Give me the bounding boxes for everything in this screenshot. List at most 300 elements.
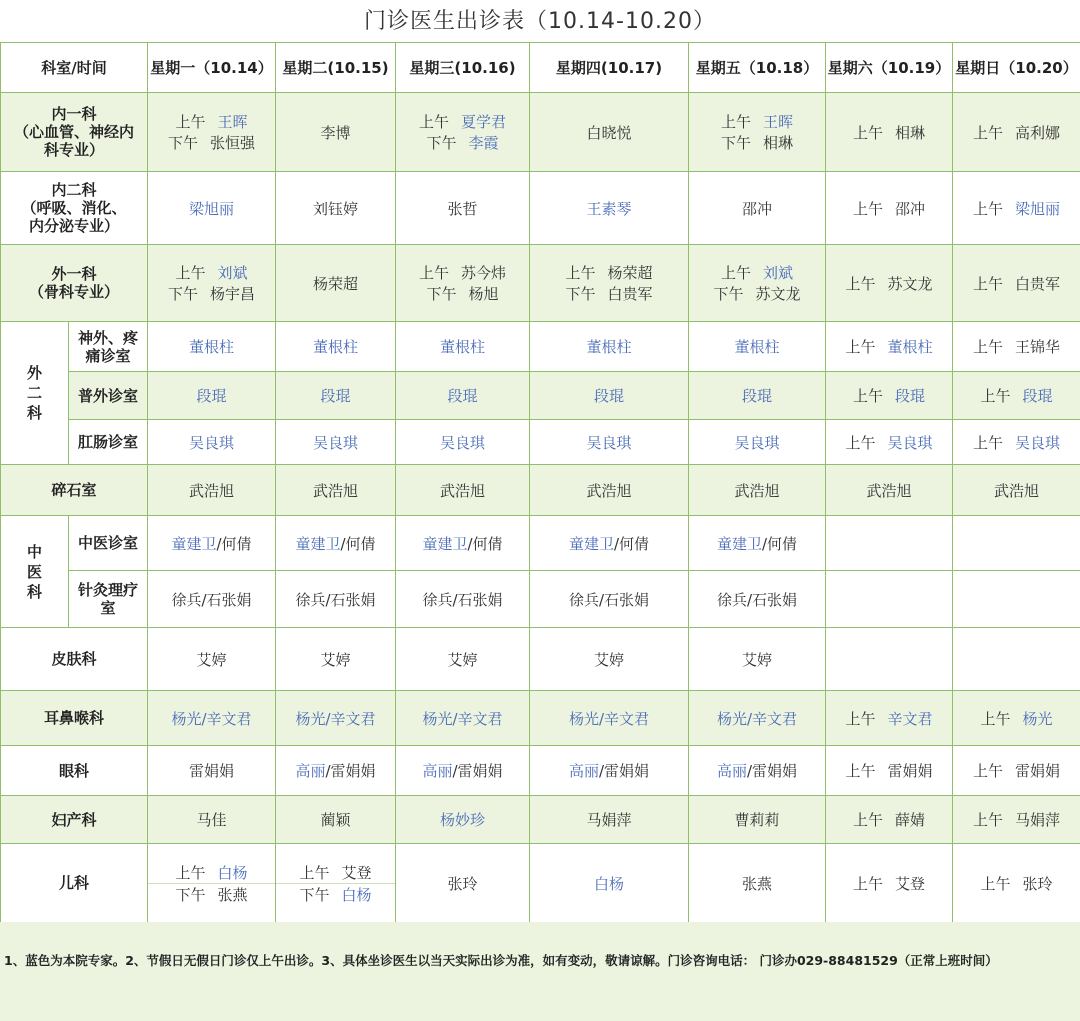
am-label: 上午 <box>845 709 876 728</box>
schedule-cell <box>826 372 953 420</box>
am-label: 上午 <box>973 199 1004 218</box>
schedule-cell <box>396 844 530 923</box>
doctor-name: 吴良琪 <box>189 433 235 452</box>
schedule-cell <box>276 372 396 420</box>
row-neike2 <box>1 172 1080 245</box>
doctor-name: 刘斌 <box>217 264 248 282</box>
pm-row <box>396 132 529 153</box>
schedule-cell <box>276 571 396 628</box>
doctor-name: 武浩旭 <box>313 481 359 500</box>
dept-erbi <box>1 691 148 746</box>
dept-neike2 <box>1 172 148 245</box>
dept-er <box>1 844 148 923</box>
dept-shenwai <box>69 322 148 372</box>
dept-yan <box>1 746 148 796</box>
dept-neike1 <box>1 93 148 172</box>
schedule-cell <box>148 172 276 245</box>
doctor-name: 杨光/辛文君 <box>171 709 252 728</box>
pm-label: 下午 <box>426 134 457 152</box>
doctor-name: 辛文君 <box>887 709 933 728</box>
doctor-name: 曹莉莉 <box>734 811 780 829</box>
schedule-cell <box>953 372 1080 420</box>
doctor-name: 艾登 <box>895 874 926 893</box>
dept-label-shenwai: 神外、疼 痛诊室 <box>78 328 139 365</box>
doctor-name: 邵冲 <box>895 199 926 218</box>
am-row <box>396 111 529 132</box>
schedule-cell <box>276 691 396 746</box>
schedule-cell <box>689 420 826 465</box>
am-label: 上午 <box>980 709 1011 728</box>
doctor-name: 徐兵/石张娟 <box>422 590 503 609</box>
schedule-cell <box>148 571 276 628</box>
schedule-cell <box>689 322 826 372</box>
schedule-cell <box>530 172 689 245</box>
pm-row <box>689 132 825 153</box>
am-label: 上午 <box>845 274 876 293</box>
doctor-name: 马佳 <box>196 811 227 829</box>
schedule-cell <box>396 372 530 420</box>
doctor-name: 武浩旭 <box>440 481 486 500</box>
doctor-name: 白杨 <box>217 863 248 882</box>
schedule-cell <box>530 245 689 322</box>
doctor-name: 杨妙珍 <box>440 811 486 829</box>
schedule-cell <box>530 571 689 628</box>
doctor-name: 段琨 <box>320 387 351 405</box>
am-row <box>148 862 275 883</box>
day-label: 星期日（10.20） <box>955 59 1078 77</box>
doctor-name: 董根柱 <box>586 338 632 356</box>
row-zhenjiu <box>1 571 1080 628</box>
pm-label: 下午 <box>713 285 744 303</box>
doctor-name: 苏文龙 <box>887 274 933 293</box>
schedule-cell <box>530 691 689 746</box>
corner-label: 科室/时间 <box>41 59 107 77</box>
am-pm-split <box>689 262 825 304</box>
doctor-name: 白贵军 <box>607 285 653 303</box>
doctor-name: 何倩 <box>619 534 650 553</box>
dept-label-er: 儿科 <box>59 874 90 892</box>
doctor-name: 何倩 <box>345 534 376 553</box>
am-row <box>689 111 825 132</box>
pm-row <box>276 883 395 905</box>
doctor-name: 雷娟娟 <box>752 762 798 780</box>
dept-fuchan <box>1 796 148 844</box>
schedule-cell <box>148 844 276 923</box>
am-label: 上午 <box>973 274 1004 293</box>
am-row <box>276 862 395 883</box>
pm-label: 下午 <box>299 885 330 904</box>
am-label: 上午 <box>299 863 330 882</box>
row-puwai <box>1 372 1080 420</box>
doctor-name: 段琨 <box>447 387 478 405</box>
schedule-cell <box>530 628 689 691</box>
am-row <box>148 262 275 283</box>
doctor-name: 雷娟娟 <box>887 762 933 780</box>
slash-separator: / <box>761 534 768 553</box>
schedule-cell <box>953 420 1080 465</box>
dept-label-fuchan: 妇产科 <box>51 810 97 829</box>
day-label: 星期一（10.14） <box>150 59 273 77</box>
am-row <box>689 262 825 283</box>
row-yan <box>1 746 1080 796</box>
day-header <box>953 43 1080 93</box>
schedule-cell <box>396 746 530 796</box>
doctor-name: 张燕 <box>217 885 248 904</box>
dept-zhongyizs <box>69 516 148 571</box>
schedule-cell <box>276 516 396 571</box>
slash-separator: / <box>613 534 620 553</box>
schedule-cell <box>689 516 826 571</box>
schedule-cell <box>396 628 530 691</box>
doctor-name: 武浩旭 <box>734 481 780 500</box>
row-suishi <box>1 465 1080 516</box>
am-row <box>148 111 275 132</box>
doctor-name: 薛婧 <box>895 811 926 829</box>
doctor-name: 杨光 <box>1022 709 1053 728</box>
doctor-name: 杨光/辛文君 <box>716 709 798 728</box>
doctor-name: 雷娟娟 <box>1015 762 1061 780</box>
am-label: 上午 <box>721 113 752 131</box>
doctor-name: 苏文龙 <box>755 285 801 303</box>
schedule-cell <box>689 172 826 245</box>
doctor-name: 雷娟娟 <box>189 762 235 780</box>
doctor-name: 艾婷 <box>594 650 625 669</box>
slash-separator: / <box>598 762 605 780</box>
am-pm-split <box>276 862 395 905</box>
am-pm-split <box>396 262 529 304</box>
doctor-name: 相琳 <box>895 123 926 142</box>
schedule-cell <box>276 93 396 172</box>
schedule-cell <box>689 245 826 322</box>
schedule-cell <box>530 746 689 796</box>
dept-label-waike2: 外 二 科 <box>26 364 42 422</box>
doctor-name: 高丽 <box>422 762 453 780</box>
doctor-name: 白杨 <box>594 874 625 893</box>
doctor-name: 董根柱 <box>313 338 359 356</box>
am-row <box>396 262 529 283</box>
doctor-name: 董根柱 <box>887 338 933 356</box>
schedule-cell <box>689 93 826 172</box>
doctor-name: 马娟萍 <box>1015 811 1061 829</box>
doctor-name: 马娟萍 <box>586 811 632 829</box>
doctor-name: 段琨 <box>742 387 773 405</box>
doctor-name: 王素琴 <box>586 199 632 218</box>
am-pm-split <box>148 262 275 304</box>
schedule-cell <box>953 746 1080 796</box>
doctor-name: 杨荣超 <box>607 264 653 282</box>
doctor-name: 杨光/辛文君 <box>295 709 376 728</box>
am-label: 上午 <box>973 433 1004 452</box>
am-label: 上午 <box>973 762 1004 780</box>
doctor-name: 杨旭 <box>468 285 499 303</box>
doctor-name: 艾婷 <box>447 650 478 669</box>
schedule-cell <box>530 372 689 420</box>
dept-zhenjiu <box>69 571 148 628</box>
schedule-cell <box>276 746 396 796</box>
schedule-cell <box>396 516 530 571</box>
schedule-cell <box>530 796 689 844</box>
schedule-cell <box>953 93 1080 172</box>
schedule-cell <box>953 628 1080 691</box>
slash-separator: / <box>216 534 222 553</box>
doctor-name: 王晖 <box>217 113 248 131</box>
doctor-name: 段琨 <box>594 387 625 405</box>
am-label: 上午 <box>973 123 1004 142</box>
doctor-name: 白杨 <box>341 885 372 904</box>
doctor-name: 杨光/辛文君 <box>568 709 650 728</box>
schedule-cell <box>396 691 530 746</box>
doctor-name: 白晓悦 <box>586 123 632 142</box>
pm-label: 下午 <box>426 285 457 303</box>
day-header <box>276 43 396 93</box>
am-label: 上午 <box>175 863 206 882</box>
schedule-cell <box>276 844 396 923</box>
pm-label: 下午 <box>565 285 596 303</box>
schedule-cell <box>826 465 953 516</box>
am-pm-split <box>148 862 275 905</box>
doctor-name: 吴良琪 <box>887 433 933 452</box>
schedule-cell <box>953 322 1080 372</box>
am-label: 上午 <box>980 874 1011 893</box>
schedule-cell <box>396 571 530 628</box>
day-label: 星期六（10.19） <box>827 59 951 77</box>
schedule-cell <box>276 172 396 245</box>
day-header <box>148 43 276 93</box>
doctor-name: 董根柱 <box>440 338 486 356</box>
doctor-name: 段琨 <box>895 387 926 405</box>
doctor-name: 高利娜 <box>1015 123 1061 142</box>
schedule-cell <box>148 372 276 420</box>
pm-label: 下午 <box>721 134 752 152</box>
schedule-cell <box>530 516 689 571</box>
schedule-cell <box>826 628 953 691</box>
doctor-name: 夏学君 <box>461 113 507 131</box>
pm-row <box>148 132 275 153</box>
slash-separator: / <box>452 762 458 780</box>
schedule-cell <box>826 746 953 796</box>
am-label: 上午 <box>853 123 884 142</box>
doctor-name: 王晖 <box>763 113 794 131</box>
schedule-cell <box>826 571 953 628</box>
doctor-name: 张恒强 <box>210 134 256 152</box>
am-label: 上午 <box>175 113 206 131</box>
doctor-name: 董根柱 <box>189 338 235 356</box>
dept-label-zhongyizs: 中医诊室 <box>78 534 139 552</box>
schedule-cell <box>396 245 530 322</box>
dept-label-yan: 眼科 <box>59 761 90 780</box>
row-gangchang <box>1 420 1080 465</box>
schedule-cell <box>826 93 953 172</box>
schedule-cell <box>689 571 826 628</box>
schedule-cell <box>953 172 1080 245</box>
doctor-name: 李博 <box>320 123 351 142</box>
doctor-name: 梁旭丽 <box>1015 199 1061 218</box>
doctor-name: 童建卫 <box>171 534 217 553</box>
day-label: 星期五（10.18） <box>695 59 819 77</box>
doctor-name: 梁旭丽 <box>189 199 235 218</box>
schedule-cell <box>530 322 689 372</box>
schedule-cell <box>953 796 1080 844</box>
row-neike1 <box>1 93 1080 172</box>
pm-label: 下午 <box>168 134 199 152</box>
am-label: 上午 <box>853 387 884 405</box>
pm-row <box>689 283 825 304</box>
schedule-cell <box>276 628 396 691</box>
am-label: 上午 <box>845 433 876 452</box>
am-label: 上午 <box>853 874 884 893</box>
doctor-name: 王锦华 <box>1015 338 1061 356</box>
dept-label-puwai: 普外诊室 <box>78 386 139 405</box>
day-header <box>826 43 953 93</box>
doctor-name: 童建卫 <box>568 534 614 553</box>
schedule-cell <box>276 420 396 465</box>
doctor-name: 相琳 <box>763 134 794 152</box>
doctor-name: 高丽 <box>568 762 599 780</box>
doctor-name: 何倩 <box>767 534 798 553</box>
doctor-name: 武浩旭 <box>994 481 1040 500</box>
schedule-cell <box>396 93 530 172</box>
doctor-name: 高丽 <box>295 762 326 780</box>
doctor-name: 何倩 <box>221 534 252 553</box>
dept-label-neike2: 内二科 （呼吸、消化、 内分泌专业） <box>21 181 127 235</box>
am-label: 上午 <box>973 338 1004 356</box>
row-waike1 <box>1 245 1080 322</box>
am-pm-split <box>148 111 275 153</box>
schedule-cell <box>689 465 826 516</box>
doctor-name: 张哲 <box>447 199 478 218</box>
schedule-cell <box>530 465 689 516</box>
doctor-name: 吴良琪 <box>440 433 486 452</box>
pm-row <box>148 883 275 905</box>
schedule-cell <box>276 796 396 844</box>
am-label: 上午 <box>973 811 1004 829</box>
am-label: 上午 <box>721 264 752 282</box>
dept-label-zhongyi: 中 医 科 <box>26 542 42 601</box>
schedule-cell <box>826 420 953 465</box>
schedule-cell <box>953 516 1080 571</box>
doctor-name: 吴良琪 <box>1015 433 1061 452</box>
am-label: 上午 <box>565 264 596 282</box>
am-label: 上午 <box>175 264 206 282</box>
am-label: 上午 <box>853 811 884 829</box>
schedule-cell <box>689 691 826 746</box>
footer-note: 1、蓝色为本院专家。2、节假日无假日门诊仅上午出诊。3、具体坐诊医生以当天实际出诊为准，如有变动，敬请谅解。门诊咨询电话： 门诊办029-88481529（正常上班时间） <box>0 922 1080 1021</box>
dept-label-waike1: 外一科 （骨科专业） <box>29 265 120 301</box>
schedule-cell <box>826 172 953 245</box>
schedule-cell <box>953 245 1080 322</box>
dept-suishi <box>1 465 148 516</box>
am-pm-split <box>396 111 529 153</box>
row-er <box>1 844 1080 923</box>
dept-pifu <box>1 628 148 691</box>
schedule-cell <box>396 322 530 372</box>
pm-row <box>148 283 275 304</box>
doctor-name: 段琨 <box>196 387 227 405</box>
pm-row <box>530 283 688 304</box>
doctor-name: 武浩旭 <box>866 481 912 500</box>
schedule-cell <box>826 691 953 746</box>
doctor-name: 杨光/辛文君 <box>422 709 503 728</box>
row-pifu <box>1 628 1080 691</box>
day-label: 星期三(10.16) <box>409 59 516 77</box>
pm-row <box>396 283 529 304</box>
schedule-cell <box>276 322 396 372</box>
schedule-cell <box>953 844 1080 923</box>
am-label: 上午 <box>845 338 876 356</box>
doctor-name: 白贵军 <box>1015 274 1061 293</box>
doctor-name: 董根柱 <box>734 338 780 356</box>
pm-label: 下午 <box>175 885 206 904</box>
doctor-name: 蔺颖 <box>320 811 351 829</box>
doctor-name: 邵冲 <box>742 199 773 218</box>
schedule-cell <box>826 245 953 322</box>
am-row <box>530 262 688 283</box>
schedule-cell <box>148 93 276 172</box>
schedule-cell <box>953 571 1080 628</box>
corner-cell <box>1 43 148 93</box>
doctor-name: 杨荣超 <box>313 274 359 293</box>
dept-zhongyi <box>1 516 69 628</box>
schedule-cell <box>396 796 530 844</box>
am-label: 上午 <box>419 264 450 282</box>
pm-label: 下午 <box>168 285 199 303</box>
dept-waike1 <box>1 245 148 322</box>
schedule-cell <box>689 796 826 844</box>
dept-puwai <box>69 372 148 420</box>
schedule-cell <box>148 628 276 691</box>
am-label: 上午 <box>980 387 1011 405</box>
slash-separator: / <box>325 762 331 780</box>
slash-separator: / <box>340 534 346 553</box>
page-title: 门诊医生出诊表（10.14-10.20） <box>364 9 716 34</box>
doctor-name: 吴良琪 <box>313 433 359 452</box>
schedule-cell <box>148 245 276 322</box>
schedule-cell <box>689 372 826 420</box>
schedule-cell <box>953 465 1080 516</box>
doctor-name: 吴良琪 <box>586 433 632 452</box>
doctor-name: 高丽 <box>716 762 747 780</box>
doctor-name: 雷娟娟 <box>604 762 650 780</box>
dept-label-suishi: 碎石室 <box>51 481 97 499</box>
doctor-name: 武浩旭 <box>586 481 632 500</box>
schedule-cell <box>276 465 396 516</box>
doctor-name: 张玲 <box>1022 874 1053 893</box>
doctor-name: 李霞 <box>468 134 499 152</box>
am-label: 上午 <box>853 199 884 218</box>
doctor-name: 张玲 <box>447 874 478 893</box>
slash-separator: / <box>467 534 473 553</box>
dept-label-gangchang: 肛肠诊室 <box>78 433 139 451</box>
dept-label-zhenjiu: 针灸理疗 室 <box>78 581 139 617</box>
schedule-cell <box>148 516 276 571</box>
doctor-name: 徐兵/石张娟 <box>716 590 798 609</box>
doctor-name: 艾婷 <box>196 650 227 669</box>
doctor-name: 刘斌 <box>763 264 794 282</box>
slash-separator: / <box>746 762 753 780</box>
day-header <box>530 43 689 93</box>
day-header <box>396 43 530 93</box>
schedule-cell <box>148 691 276 746</box>
doctor-name: 吴良琪 <box>734 433 780 452</box>
schedule-cell <box>689 844 826 923</box>
am-label: 上午 <box>419 113 450 131</box>
schedule-cell <box>530 93 689 172</box>
schedule-cell <box>826 796 953 844</box>
doctor-name: 艾婷 <box>320 650 351 669</box>
schedule-cell <box>396 172 530 245</box>
doctor-name: 何倩 <box>472 534 503 553</box>
schedule-cell <box>276 245 396 322</box>
